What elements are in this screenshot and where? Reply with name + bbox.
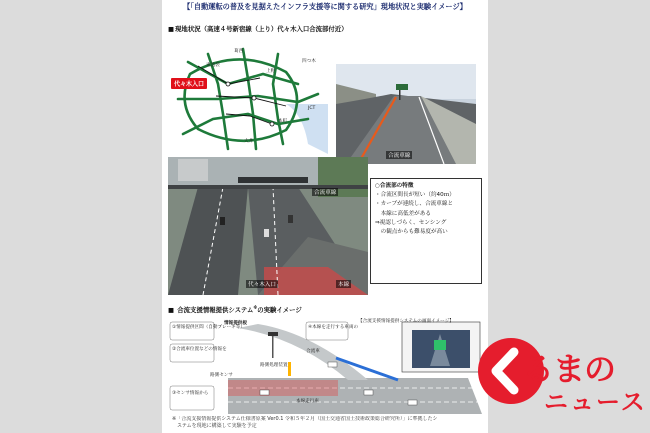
diagram-label-screen: 【合流支援情報提供システムの画面イメージ】 bbox=[358, 319, 454, 324]
photo-caption-merge: 合流車線 bbox=[388, 153, 411, 159]
step-number: ③ bbox=[172, 391, 177, 396]
step-text: 本線を走行する車両の bbox=[312, 325, 359, 330]
diagram-label-merge: 合流車 bbox=[306, 349, 320, 354]
logo-text-top: るまの bbox=[522, 350, 616, 388]
photo-caption-main: 本線 bbox=[338, 282, 350, 288]
features-line: ・合流区間長が短い（約40ｍ） bbox=[375, 192, 455, 199]
document-title: 【「自動運転の普及を見据えたインフラ支援等に関する研究」現地状況と実験イメージ】 bbox=[183, 2, 467, 11]
features-line: ・カーブが連続し、合流車線と bbox=[375, 201, 454, 208]
photo-merge-lane bbox=[336, 64, 476, 164]
section-heading-system: ■ 合流支援情報提供システム※の実験イメージ bbox=[168, 305, 302, 314]
map-label: 葛西 bbox=[234, 49, 244, 54]
photo-caption-yoyogi: 代々木入口 bbox=[248, 282, 276, 288]
step-number: ② bbox=[172, 347, 177, 352]
step-number: ① bbox=[172, 325, 177, 330]
map-badge-yoyogi: 代々木入口 bbox=[171, 78, 207, 89]
step-text: 合流車位置などの情報を bbox=[176, 347, 227, 352]
system-diagram bbox=[168, 318, 482, 414]
features-title: ○合流部の特徴 bbox=[375, 183, 414, 189]
section-heading-site: ■ 現地状況（高速４号新宿線（上り）代々木入口合流部付近） bbox=[168, 24, 348, 33]
map-label: 本町 bbox=[278, 119, 288, 124]
diagram-label-proc: 路側処理装置 bbox=[260, 363, 288, 368]
step-text: 情報提供区間（自動ブレーキ等） bbox=[176, 325, 245, 330]
map-label: 東池袋 bbox=[206, 63, 220, 68]
step-number: ④ bbox=[308, 325, 313, 330]
map-label: 四つ木 bbox=[302, 59, 316, 64]
footnote-line: ※「合流支援情報提供システム仕様書原案 Ver0.1 令和５年２月（国土交通省国土技術政策総合研究所）」に準拠したシ bbox=[172, 416, 438, 422]
step-text: センサ情報から bbox=[176, 391, 209, 396]
photo-aerial-merge bbox=[168, 157, 368, 295]
footnote bbox=[172, 416, 472, 430]
footnote-line: ステムを現地に構築して実験を予定 bbox=[172, 423, 257, 429]
map-label: 上野 bbox=[266, 69, 276, 74]
map-label: 大井 bbox=[244, 139, 254, 144]
map-label: JCT bbox=[308, 106, 316, 111]
features-line: ⇒視認しづらく、センシング bbox=[375, 219, 447, 226]
diagram-step-1 bbox=[172, 324, 245, 330]
kuruma-news-logo bbox=[478, 338, 646, 418]
diagram-label-sensor: 路側センサ bbox=[210, 373, 233, 378]
diagram-step-3 bbox=[172, 390, 208, 396]
diagram-step-4 bbox=[308, 324, 358, 330]
features-line: 本線に高低差がある bbox=[375, 210, 431, 217]
section-heading-system-text: 合流支援情報提供システム bbox=[177, 306, 254, 315]
features-line: の観点からも難易度が高い bbox=[375, 229, 448, 236]
merge-features-box bbox=[370, 178, 482, 284]
section-heading-system-suffix: の実験イメージ bbox=[257, 306, 302, 315]
diagram-label-board: 情報提供板 bbox=[224, 321, 247, 326]
diagram-label-main: 本線走行車 bbox=[296, 399, 319, 404]
document-page bbox=[162, 0, 488, 433]
diagram-step-2 bbox=[172, 346, 227, 352]
logo-text-bottom: ニュース bbox=[544, 388, 647, 416]
photo-caption-merge-lane: 合流車線 bbox=[314, 190, 337, 196]
